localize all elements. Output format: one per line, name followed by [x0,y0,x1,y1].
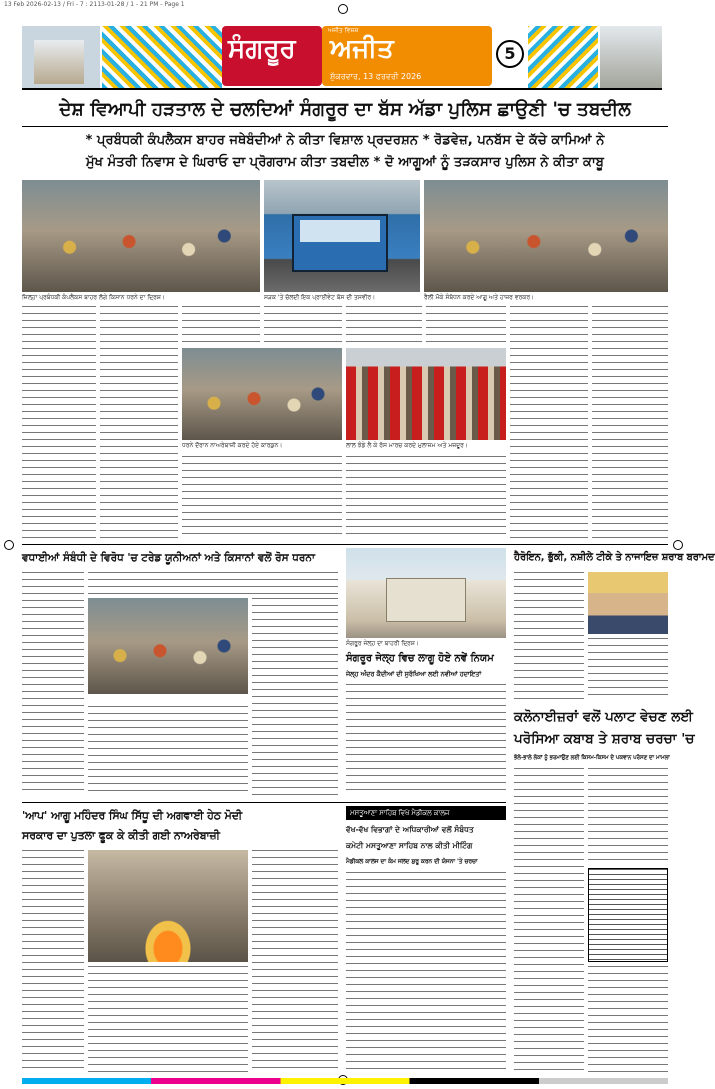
masthead-title-brand: ਅਜੀਤ [330,34,394,64]
divider [22,126,668,127]
story7-column-3 [588,966,668,1074]
color-calibration-bar [22,1078,668,1084]
story4-column-2 [588,638,668,700]
story4-column-1 [514,572,584,700]
photo-police-officer [588,572,668,634]
lead-headline: ਦੇਸ਼ ਵਿਆਪੀ ਹੜਤਾਲ ਦੇ ਚਲਦਿਆਂ ਸੰਗਰੂਰ ਦਾ ਬੱਸ ਅੱਡਾ ਪੁਲਿਸ ਛਾਉਣੀ 'ਚ ਤਬਦੀਲ [59,99,631,120]
caption-bus: ਸੜਕ 'ਤੇ ਚੱਲਦੀ ਇਕ ਪ੍ਰਾਈਵੇਟ ਬੱਸ ਦੀ ਤਸਵੀਰ। [264,294,376,301]
lead-column-4 [264,306,342,346]
registration-mark-right [673,540,683,550]
photo-jail [346,548,506,638]
masthead-date: ਸ਼ੁੱਕਰਵਾਰ, 13 ਫਰਵਰੀ 2026 [330,72,422,81]
print-info-strip: 13 Feb 2026-02-13 / Fri - 7 : 2113-01-28 / 1 - 21 PM - Page 1 [4,1,185,8]
story3-body [346,684,506,796]
caption-jail: ਸੰਗਰੂਰ ਜੇਲ੍ਹ ਦਾ ਬਾਹਰੀ ਦ੍ਰਿਸ਼। [346,640,419,647]
photo-bus [264,180,420,292]
lead-column-1 [22,306,96,538]
photo-red-flag-march [346,348,506,440]
masthead-tagline: ਅਜੀਤ ਵਿਸ਼ਸ਼ [328,27,359,34]
story7-headline-2: ਪਰੋਸਿਆ ਕਬਾਬ ਤੇ ਸ਼ਰਾਬ ਚਰਚਾ 'ਚ [514,731,695,747]
lead-column-7 [346,456,506,538]
story5-headline-1: 'ਆਪ' ਆਗੂ ਮਹਿੰਦਰ ਸਿੰਘ ਸਿੱਧੂ ਦੀ ਅਗਵਾਈ ਹੇਠ ਮੋਦੀ [22,809,243,822]
story5-column-2 [252,850,338,1074]
story7-column-1 [514,768,584,1074]
lead-column-8 [426,306,506,346]
story2-column-2 [88,572,338,596]
story6-subhead: ਮੈਡੀਕਲ ਕਾਲਜ ਦਾ ਕੰਮ ਜਲਦ ਸ਼ੁਰੂ ਕਰਨ ਦੀ ਯੋਜਨਾ 'ਤੇ ਚਰਚਾ [346,859,478,865]
story6-body [346,872,506,1074]
story7-headline-1: ਕਲੋਨਾਈਜ਼ਰਾਂ ਵਲੋਂ ਪਲਾਟ ਵੇਚਣ ਲਈ [514,709,693,725]
story3-subhead: ਜੇਲ੍ਹ ਅੰਦਰ ਕੈਦੀਆਂ ਦੀ ਸੁਰੱਖਿਆ ਲਈ ਨਵੀਆਂ ਹਦਾਇਤਾਂ [346,670,482,678]
photo-farmer-protest [22,180,260,292]
registration-mark-top [338,4,348,14]
story6-headline-2: ਕਮੇਟੀ ਮਸਤੂਆਣਾ ਸਾਹਿਬ ਨਾਲ ਕੀਤੀ ਮੀਟਿੰਗ [346,841,473,850]
photo-trade-union-dharna [88,598,248,694]
masthead-pattern-left [102,26,222,88]
caption-farmer-protest: ਜ਼ਿਲ੍ਹਾ ਪ੍ਰਬੰਧਕੀ ਕੰਪਲੈਕਸ ਬਾਹਰ ਲੱਗੇ ਕਿਸਾਨ ਧਰਨੇ ਦਾ ਦ੍ਰਿਸ਼। [22,294,165,301]
caption-rally: ਰੈਲੀ ਮੌਕੇ ਸੰਬੋਧਨ ਕਰਦੇ ਆਗੂ ਅਤੇ ਹਾਜ਼ਰ ਵਰਕਰ। [424,294,535,301]
lead-column-10 [592,306,668,538]
lead-column-6 [182,456,342,538]
divider [22,544,668,545]
masthead-title-box [222,26,322,86]
lead-column-2 [100,306,178,538]
story3-headline: ਸੰਗਰੂਰ ਜੇਲ੍ਹ ਵਿਚ ਲਾਗੂ ਹੋਏ ਨਵੇਂ ਨਿਯਮ [346,653,494,664]
public-notice-box [588,868,668,962]
lead-subhead-2: ਮੁੱਖ ਮੰਤਰੀ ਨਿਵਾਸ ਦੇ ਘਿਰਾਓ ਦਾ ਪ੍ਰੋਗਰਾਮ ਕੀਤਾ ਤਬਦੀਲ * ਦੋ ਆਗੂਆਂ ਨੂੰ ਤੜਕਸਾਰ ਪੁਲਿਸ ਨੇ ਕੀਤਾ ਕਾਬੂ [85,155,605,170]
masthead-brand-box [322,26,492,86]
divider [22,802,506,803]
caption-red-flag-march: ਲਾਲ ਝੰਡੇ ਲੈ ਕੇ ਰੋਸ ਮਾਰਚ ਕਰਦੇ ਮੁਲਾਜ਼ਮ ਅਤੇ ਮਜ਼ਦੂਰ। [346,442,468,449]
masthead-pattern-right [528,26,598,88]
lead-column-9 [510,306,588,538]
masthead [22,22,662,90]
page-number-badge: 5 [496,40,524,68]
story5-column-1 [22,850,84,1074]
story2-headline: ਵਧਾਈਆਂ ਸੰਬੰਧੀ ਦੇ ਵਿਰੋਧ 'ਚ ਟਰੇਡ ਯੂਨੀਅਨਾਂ ਅਤੇ ਕਿਸਾਨਾਂ ਵਲੋਂ ਰੋਸ ਧਰਨਾ [22,552,315,564]
caption-dharna: ਧਰਨੇ ਦੌਰਾਨ ਨਾਅਰੇਬਾਜ਼ੀ ਕਰਦੇ ਹੋਏ ਕਾਰਕੁਨ। [182,442,283,449]
story2-column-3 [252,598,338,796]
masthead-title-city: ਸੰਗਰੂਰ [228,34,296,64]
lead-column-3 [182,306,260,346]
story4-headline: ਹੈਰੋਇਨ, ਭੁੱਕੀ, ਨਸ਼ੀਲੇ ਟੀਕੇ ਤੇ ਨਾਜਾਇਜ਼ ਸ਼ਰਾਬ ਬਰਾਮਦ [514,552,715,563]
story6-headline-1: ਵੱਖ-ਵੱਖ ਵਿਭਾਗਾਂ ਦੇ ਅਧਿਕਾਰੀਆਂ ਵਲੋਂ ਸੰਬੰਧਤ [346,825,474,834]
story7-subhead: ਭੋਲੇ-ਭਾਲੇ ਲੋਕਾਂ ਨੂੰ ਭਰਮਾਉਣ ਲਈ ਕਿਸਮ-ਕਿਸਮ ਦੇ ਪਕਵਾਨ ਪਰੋਸਣ ਦਾ ਮਾਮਲਾ [514,755,670,761]
photo-effigy-burning [88,850,248,962]
masthead-photo-left [22,26,100,88]
photo-rally-speakers [424,180,668,292]
story6-kicker: ਮਸਤੂਆਣਾ ਸਾਹਿਬ ਵਿਖੇ ਮੈਡੀਕਲ ਕਾਲਜ [346,806,506,820]
story5-headline-2: ਸਰਕਾਰ ਦਾ ਪੁਤਲਾ ਫੂਕ ਕੇ ਕੀਤੀ ਗਈ ਨਾਅਰੇਬਾਜ਼ੀ [22,829,220,842]
photo-dharna [182,348,342,440]
registration-mark-left [4,540,14,550]
masthead-photo-right [600,26,662,88]
story7-column-2 [588,768,668,864]
lead-column-5 [346,306,422,346]
story2-column-4 [88,706,248,796]
story5-column-3 [88,966,248,1074]
lead-subhead-1: * ਪ੍ਰਬੰਧਕੀ ਕੰਪਲੈਕਸ ਬਾਹਰ ਜਥੇਬੰਦੀਆਂ ਨੇ ਕੀਤਾ ਵਿਸ਼ਾਲ ਪ੍ਰਦਰਸ਼ਨ * ਰੋਡਵੇਜ਼, ਪਨਬੱਸ ਦੇ ਕੱਚੇ ਕਾਮਿਆਂ ਨੇ [85,133,605,148]
story2-column-1 [22,572,84,796]
